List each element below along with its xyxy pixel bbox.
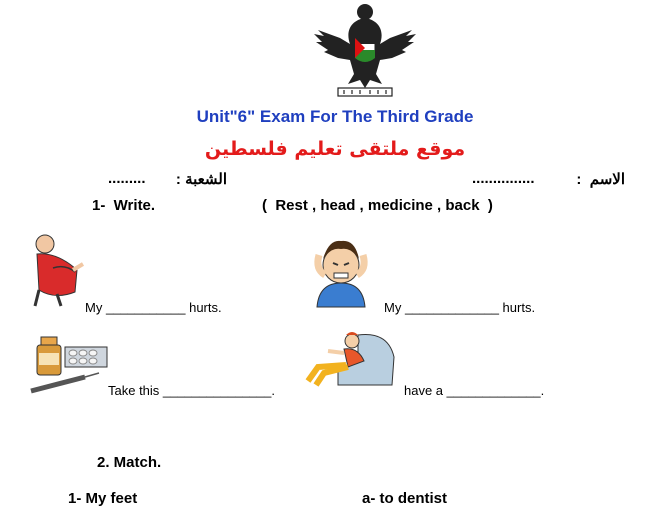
page-title: Unit"6" Exam For The Third Grade (196, 107, 474, 126)
section-blank[interactable]: ......... (108, 170, 146, 187)
man-backache-icon (17, 230, 87, 308)
sentence-4: have a _____________. (404, 383, 545, 398)
q2-label: 2. Match. (97, 454, 162, 471)
medicine-icon (25, 333, 110, 398)
page-subtitle: موقع ملتقى تعليم فلسطين (204, 138, 466, 160)
word-bank: ( Rest , head , medicine , back ) (262, 197, 493, 214)
sentence-3: Take this _______________. (108, 383, 275, 398)
section-label: الشعبة : (175, 171, 227, 188)
q1-label: 1- Write. (92, 197, 156, 214)
name-blank[interactable]: ............... (472, 170, 535, 187)
sentence-2: My _____________ hurts. (384, 300, 536, 315)
sentence-1: My ___________ hurts. (85, 300, 222, 315)
name-label: الاسم : (576, 171, 625, 188)
match-right-a: a- to dentist (362, 490, 447, 507)
boy-headache-icon (305, 233, 377, 309)
emblem-icon (310, 0, 420, 100)
resting-man-icon (298, 327, 400, 389)
match-left-1: 1- My feet (68, 490, 138, 507)
